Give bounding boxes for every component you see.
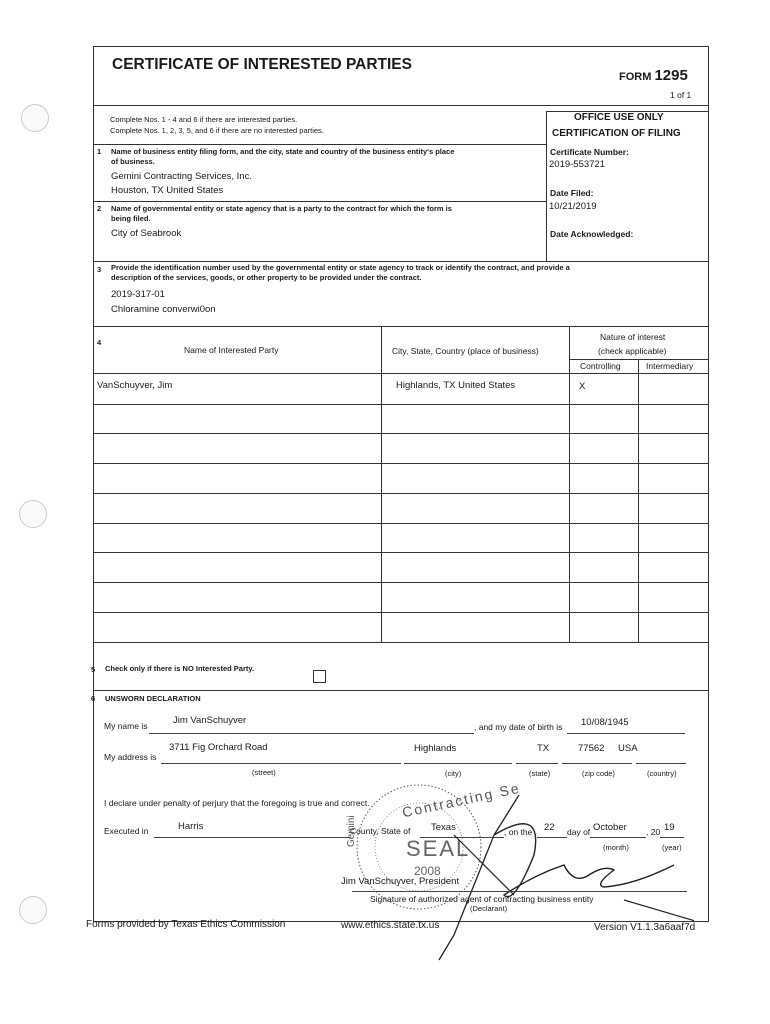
- q1-number: 1: [97, 147, 102, 156]
- on-the-label: , on the: [504, 827, 533, 837]
- col-header-name: Name of Interested Party: [184, 345, 279, 355]
- governmental-entity-name: City of Seabrook: [111, 228, 182, 239]
- q1-text-2: of business.: [111, 157, 155, 166]
- q3-number: 3: [97, 265, 102, 274]
- city-caption: (city): [445, 769, 462, 778]
- address-country[interactable]: USA: [618, 743, 638, 754]
- form-label: [619, 67, 688, 84]
- signer-name: Jim VanSchuyver, President: [341, 876, 460, 887]
- country-caption: (country): [647, 769, 677, 778]
- q1-text-1: Name of business entity filing form, and the city, state and country of the business entity's place: [111, 147, 455, 156]
- zip-caption: (zip code): [582, 769, 615, 778]
- q2-text-2: being filed.: [111, 214, 151, 223]
- q3-text-2: description of the services, goods, or other property to be provided under the contract.: [111, 273, 422, 282]
- punch-hole-bottom: [19, 896, 47, 924]
- col-header-nature-1: Nature of interest: [600, 332, 666, 342]
- certificate-number-label: Certificate Number:: [550, 147, 629, 157]
- business-entity-location: Houston, TX United States: [111, 185, 224, 196]
- month-caption: (month): [603, 843, 629, 852]
- form-title: CERTIFICATE OF INTERESTED PARTIES: [112, 56, 412, 73]
- footer-website[interactable]: www.ethics.state.tx.us: [341, 920, 440, 931]
- instructions-line-2: Complete Nos. 1, 2, 3, 5, and 6 if there are no interested parties.: [110, 126, 324, 135]
- col-header-city: City, State, Country (place of business): [392, 346, 539, 356]
- no-interested-party-checkbox[interactable]: [313, 670, 326, 683]
- contract-id: 2019-317-01: [111, 289, 165, 300]
- office-use-title: OFFICE USE ONLY: [574, 112, 664, 123]
- executed-month[interactable]: October: [593, 822, 627, 833]
- executed-year[interactable]: 19: [664, 822, 675, 833]
- address-city[interactable]: Highlands: [414, 743, 457, 754]
- date-filed-label: Date Filed:: [550, 188, 594, 198]
- year-prefix: , 20: [646, 827, 661, 837]
- page-indicator: 1 of 1: [670, 90, 692, 100]
- address-state[interactable]: TX: [537, 743, 550, 754]
- q3-text-1: Provide the identification number used by the governmental entity or state agency to track or identify the contract, and provide a: [111, 263, 570, 272]
- business-entity-name: Gemini Contracting Services, Inc.: [111, 171, 252, 182]
- controlling-mark: X: [579, 381, 586, 392]
- date-filed: 10/21/2019: [549, 201, 597, 212]
- form-number: 1295: [654, 67, 688, 84]
- col-header-nature-2: (check applicable): [598, 346, 667, 356]
- contract-description: Chloramine converwi0on: [111, 304, 216, 315]
- county-state-label: County, State of: [350, 826, 411, 836]
- q6-title: UNSWORN DECLARATION: [105, 694, 201, 703]
- certificate-number: 2019-553721: [549, 159, 605, 170]
- col-header-controlling: Controlling: [580, 361, 621, 371]
- col-header-intermediary: Intermediary: [646, 361, 694, 371]
- dob-label: , and my date of birth is: [474, 722, 563, 732]
- perjury-statement: I declare under penalty of perjury that the foregoing is true and correct.: [104, 798, 370, 808]
- street-caption: (street): [252, 768, 276, 777]
- interested-party-location: Highlands, TX United States: [396, 380, 516, 391]
- day-of-label: day of: [567, 827, 591, 837]
- q6-number: 6: [91, 694, 96, 703]
- form-1295: [93, 46, 709, 922]
- state-caption: (state): [529, 769, 551, 778]
- year-caption: (year): [662, 843, 682, 852]
- date-acknowledged-label: Date Acknowledged:: [550, 229, 634, 239]
- punch-hole-top: [21, 104, 49, 132]
- form-label-text: FORM: [619, 71, 652, 83]
- my-address-label: My address is: [104, 752, 157, 762]
- footer-version: Version V1.1.3a6aaf7d: [594, 922, 696, 933]
- seal-left-text: Gemini: [346, 815, 357, 847]
- q5-text: Check only if there is NO Interested Party.: [105, 664, 255, 673]
- certification-title: CERTIFICATION OF FILING: [552, 128, 681, 139]
- footer-provider: Forms provided by Texas Ethics Commission: [86, 919, 286, 930]
- signature-caption-2: (Declarant): [470, 904, 508, 913]
- seal-year-text: 2008: [414, 864, 441, 878]
- executed-state[interactable]: Texas: [431, 822, 456, 833]
- interested-party-name: VanSchuyver, Jim: [97, 380, 173, 391]
- q2-number: 2: [97, 204, 102, 213]
- address-zip[interactable]: 77562: [578, 743, 605, 754]
- seal-center-text: SEAL: [406, 836, 471, 861]
- declarant-name[interactable]: Jim VanSchuyver: [173, 715, 247, 726]
- my-name-label: My name is: [104, 721, 148, 731]
- executed-in-label: Executed in: [104, 826, 149, 836]
- punch-hole-middle: [19, 500, 47, 528]
- address-street[interactable]: 3711 Fig Orchard Road: [169, 742, 268, 753]
- executed-county[interactable]: Harris: [178, 821, 204, 832]
- q2-text-1: Name of governmental entity or state agency that is a party to the contract for which the form is: [111, 204, 452, 213]
- instructions-line-1: Complete Nos. 1 - 4 and 6 if there are interested parties.: [110, 115, 298, 124]
- signature-caption-1: Signature of authorized agent of contracting business entity: [370, 894, 594, 904]
- q5-number: 5: [91, 665, 96, 674]
- seal-top-text: Contracting Se: [400, 779, 522, 821]
- date-of-birth[interactable]: 10/08/1945: [581, 717, 629, 728]
- q4-number: 4: [97, 338, 102, 347]
- executed-day[interactable]: 22: [544, 822, 555, 833]
